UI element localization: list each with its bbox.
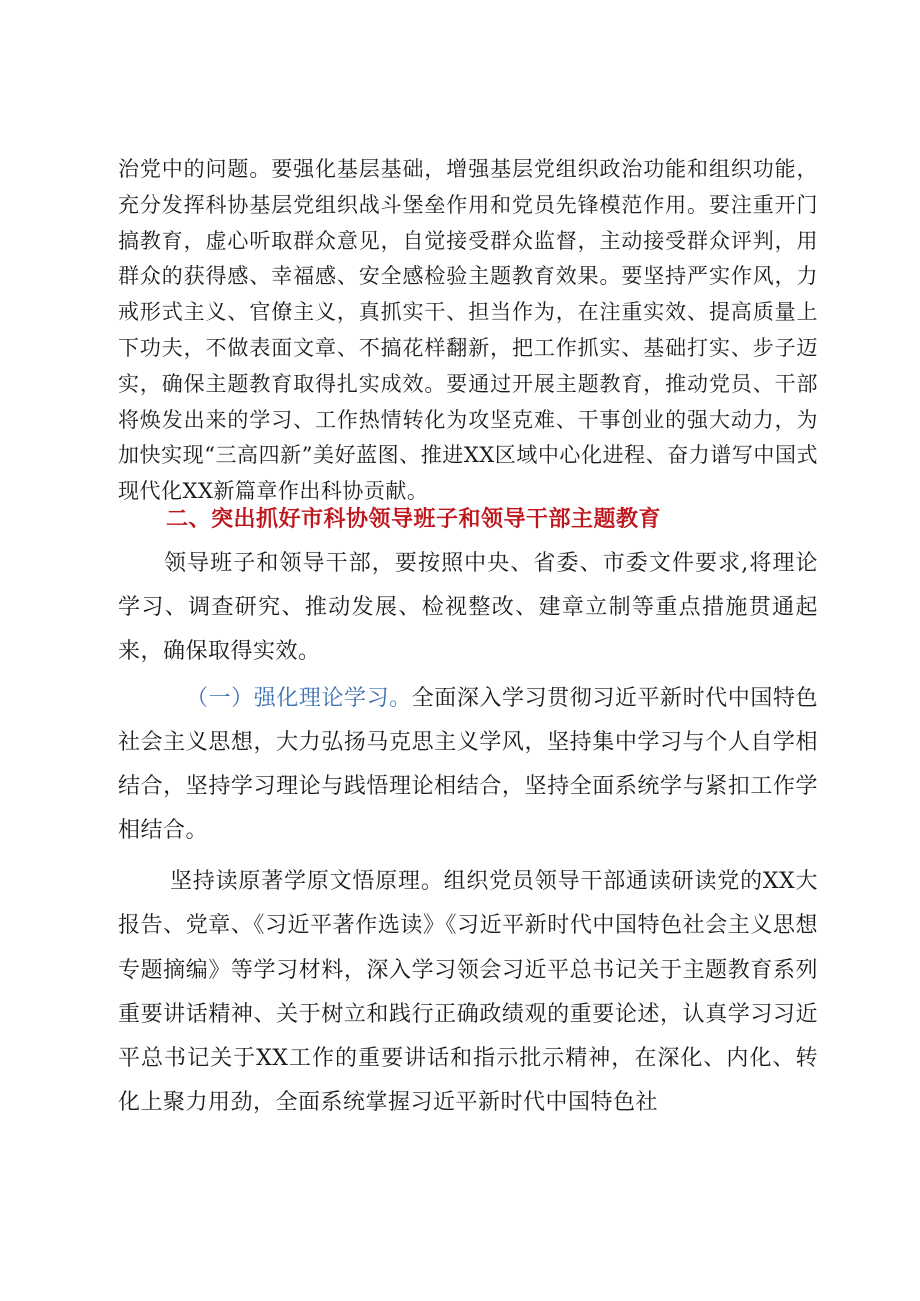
subsection-text: 全面深入学习贯彻习近平新时代中国特色社会主义思想，大力弘扬马克思主义学风，坚持集中学习与个人自学相结合，坚持学习理论与践悟理论相结合，坚持全面系统学与紧扣工作学相结合。	[118, 686, 818, 843]
section-heading: 二、突出抓好市科协领导班子和领导干部主题教育	[166, 507, 662, 532]
paragraph-top: 治党中的问题。要强化基层基础，增强基层党组织政治功能和组织功能，充分发挥科协基层党组织战斗堡垒作用和党员先锋模范作用。要注重开门搞教育，虚心听取群众意见，自觉接受群众监督，主动接受群众评判，用群众的获得感、幸福感、安全感检验主题教育效果。要坚持严实作风，力戒形式主义、官僚主义，真抓实干、担当作为，在注重实效、提高质量上下功夫，不做表面文章、不搞花样翻新，把工作抓实、基础打实、步子迈实，确保主题教育取得扎实成效。要通过开展主题教育，推动党员、干部将焕发出来的学习、工作热情转化为攻坚克难、干事创业的强大动力，为加快实现“三高四新”美好蓝图、推进XX区域中心化进程、奋力谱写中国式现代化XX新篇章作出科协贡献。	[118, 157, 818, 504]
paragraph-theory-study	[118, 677, 818, 853]
paragraph-reading: 坚持读原著学原文悟原理。组织党员领导干部通读研读党的XX大报告、党章、《习近平著作选读》《习近平新时代中国特色社会主义思想专题摘编》等学习材料，深入学习领会习近平总书记关于主题教育系列重要讲话精神、关于树立和践行正确政绩观的重要论述，认真学习习近平总书记关于XX工作的重要讲话和指示批示精神，在深化、内化、转化上聚力用劲，全面系统掌握习近平新时代中国特色社	[118, 869, 818, 1116]
subsection-label: （一）强化理论学习。	[186, 686, 412, 711]
paragraph-leaders: 领导班子和领导干部，要按照中央、省委、市委文件要求,将理论学习、调查研究、推动发展、检视整改、建章立制等重点措施贯通起来，确保取得实效。	[118, 551, 818, 664]
